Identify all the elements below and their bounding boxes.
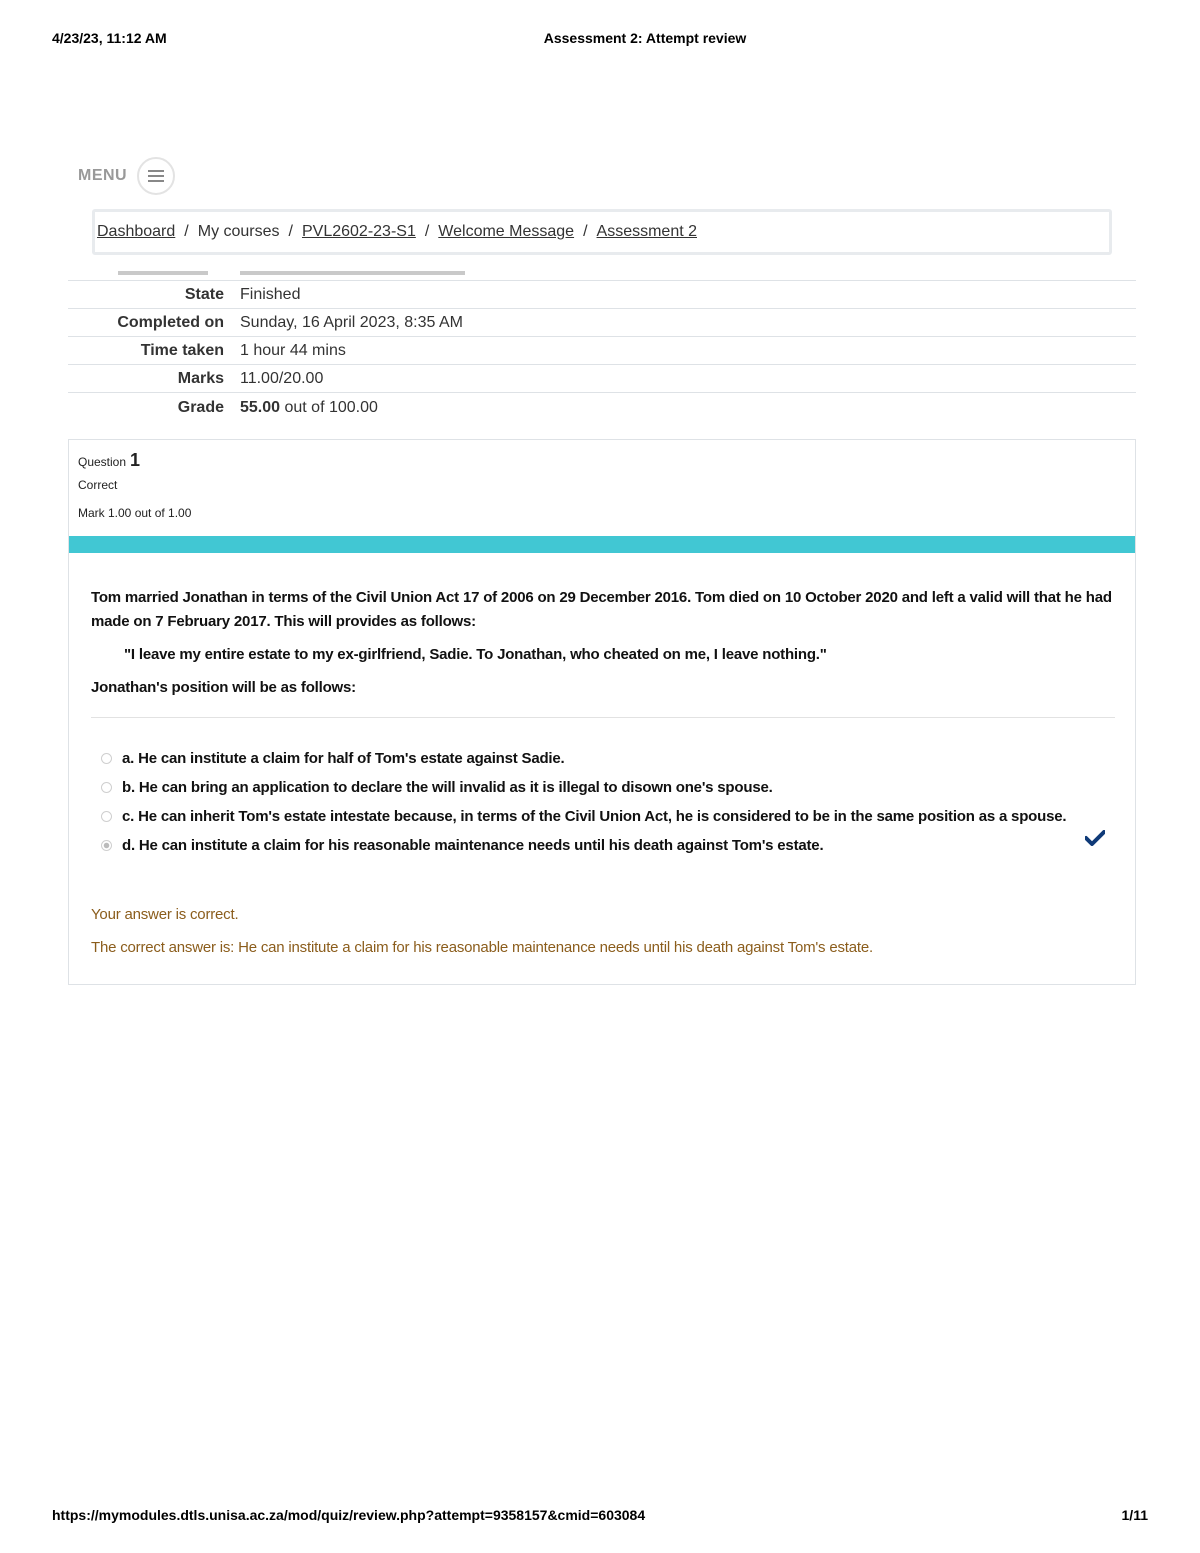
question-label: Question (78, 455, 127, 469)
print-datetime: 4/23/23, 11:12 AM (52, 30, 167, 46)
divider (91, 717, 1115, 718)
breadcrumb-separator: / (583, 223, 588, 240)
summary-row-marks (68, 365, 1136, 393)
answer-options (101, 744, 1115, 860)
feedback-text: Your answer is correct. (91, 906, 239, 923)
radio-button[interactable] (101, 753, 112, 764)
breadcrumb-course[interactable]: PVL2602-23-S1 (301, 223, 416, 240)
menu-label: MENU (78, 167, 128, 184)
checkmark-icon (1085, 830, 1105, 851)
summary-label: Completed on (117, 313, 224, 331)
summary-row-time-taken (68, 337, 1136, 365)
summary-row-completed (68, 309, 1136, 337)
summary-label: State (184, 285, 224, 303)
summary-row-clipped (68, 262, 1136, 281)
breadcrumb-dashboard[interactable]: Dashboard (97, 223, 176, 240)
grade-value: 55.00 (240, 399, 281, 416)
question-accent-bar (69, 536, 1135, 553)
answer-option-c[interactable] (101, 802, 1115, 831)
answer-label: a. He can institute a claim for half of Tom's estate against Sadie. (122, 750, 565, 767)
breadcrumb-separator: / (424, 223, 430, 240)
attempt-summary-table (68, 262, 1136, 423)
print-url: https://mymodules.dtls.unisa.ac.za/mod/quiz/review.php?attempt=9358157&cmid=603084 (52, 1507, 646, 1523)
summary-value: 11.00/20.00 (240, 369, 324, 387)
answer-option-a[interactable] (101, 744, 1115, 773)
summary-row-grade (68, 393, 1136, 423)
breadcrumb-my-courses: My courses (197, 223, 280, 240)
hamburger-icon[interactable] (137, 157, 175, 195)
question-quote: "I leave my entire estate to my ex-girlfriend, Sadie. To Jonathan, who cheated on me, I leave nothing." (124, 646, 827, 663)
print-footer (52, 1507, 1148, 1523)
print-header (52, 30, 1148, 50)
correct-answer-text: The correct answer is: He can institute a claim for his reasonable maintenance needs until his death against Tom's estate. (91, 939, 873, 956)
radio-button-selected[interactable] (101, 840, 112, 851)
menu-toggle[interactable] (78, 157, 175, 195)
radio-button[interactable] (101, 782, 112, 793)
breadcrumb-assessment[interactable]: Assessment 2 (596, 223, 697, 240)
breadcrumb-separator: / (288, 223, 293, 240)
question-card (68, 439, 1136, 985)
breadcrumb-welcome-message[interactable]: Welcome Message (438, 223, 575, 240)
answer-option-d[interactable] (101, 831, 1115, 860)
summary-value: 1 hour 44 mins (240, 341, 346, 359)
print-page-number: 1/11 (1121, 1507, 1148, 1523)
summary-value (240, 399, 378, 417)
question-feedback (91, 906, 1115, 972)
summary-label: Marks (177, 369, 224, 387)
question-mark: Mark 1.00 out of 1.00 (78, 506, 192, 520)
grade-suffix: out of 100.00 (280, 399, 378, 416)
question-info (69, 440, 1135, 530)
answer-label: c. He can inherit Tom's estate intestate because, in terms of the Civil Union Act, he is considered to be in the same position as a spouse. (122, 808, 1067, 825)
answer-label: b. He can bring an application to declare the will invalid as it is illegal to disown one's spouse. (122, 779, 773, 796)
question-paragraph: Tom married Jonathan in terms of the Civil Union Act 17 of 2006 on 29 December 2016. Tom died on 10 October 2020 and left a valid will that he had made on 7 February 2017. This will provides as follows: (91, 589, 1112, 630)
radio-button[interactable] (101, 811, 112, 822)
summary-label: Grade (177, 399, 224, 416)
answer-option-b[interactable] (101, 773, 1115, 802)
answer-label: d. He can institute a claim for his reasonable maintenance needs until his death against Tom's estate. (122, 837, 824, 854)
question-state: Correct (78, 478, 118, 492)
summary-row-state (68, 281, 1136, 309)
question-number: 1 (130, 450, 141, 470)
summary-value: Sunday, 16 April 2023, 8:35 AM (240, 313, 463, 331)
question-text (91, 586, 1115, 700)
summary-value: Finished (240, 285, 301, 303)
breadcrumb (92, 209, 1112, 255)
breadcrumb-separator: / (184, 223, 189, 240)
summary-label: Time taken (140, 341, 224, 359)
question-paragraph: Jonathan's position will be as follows: (91, 679, 356, 696)
print-title: Assessment 2: Attempt review (543, 30, 747, 46)
